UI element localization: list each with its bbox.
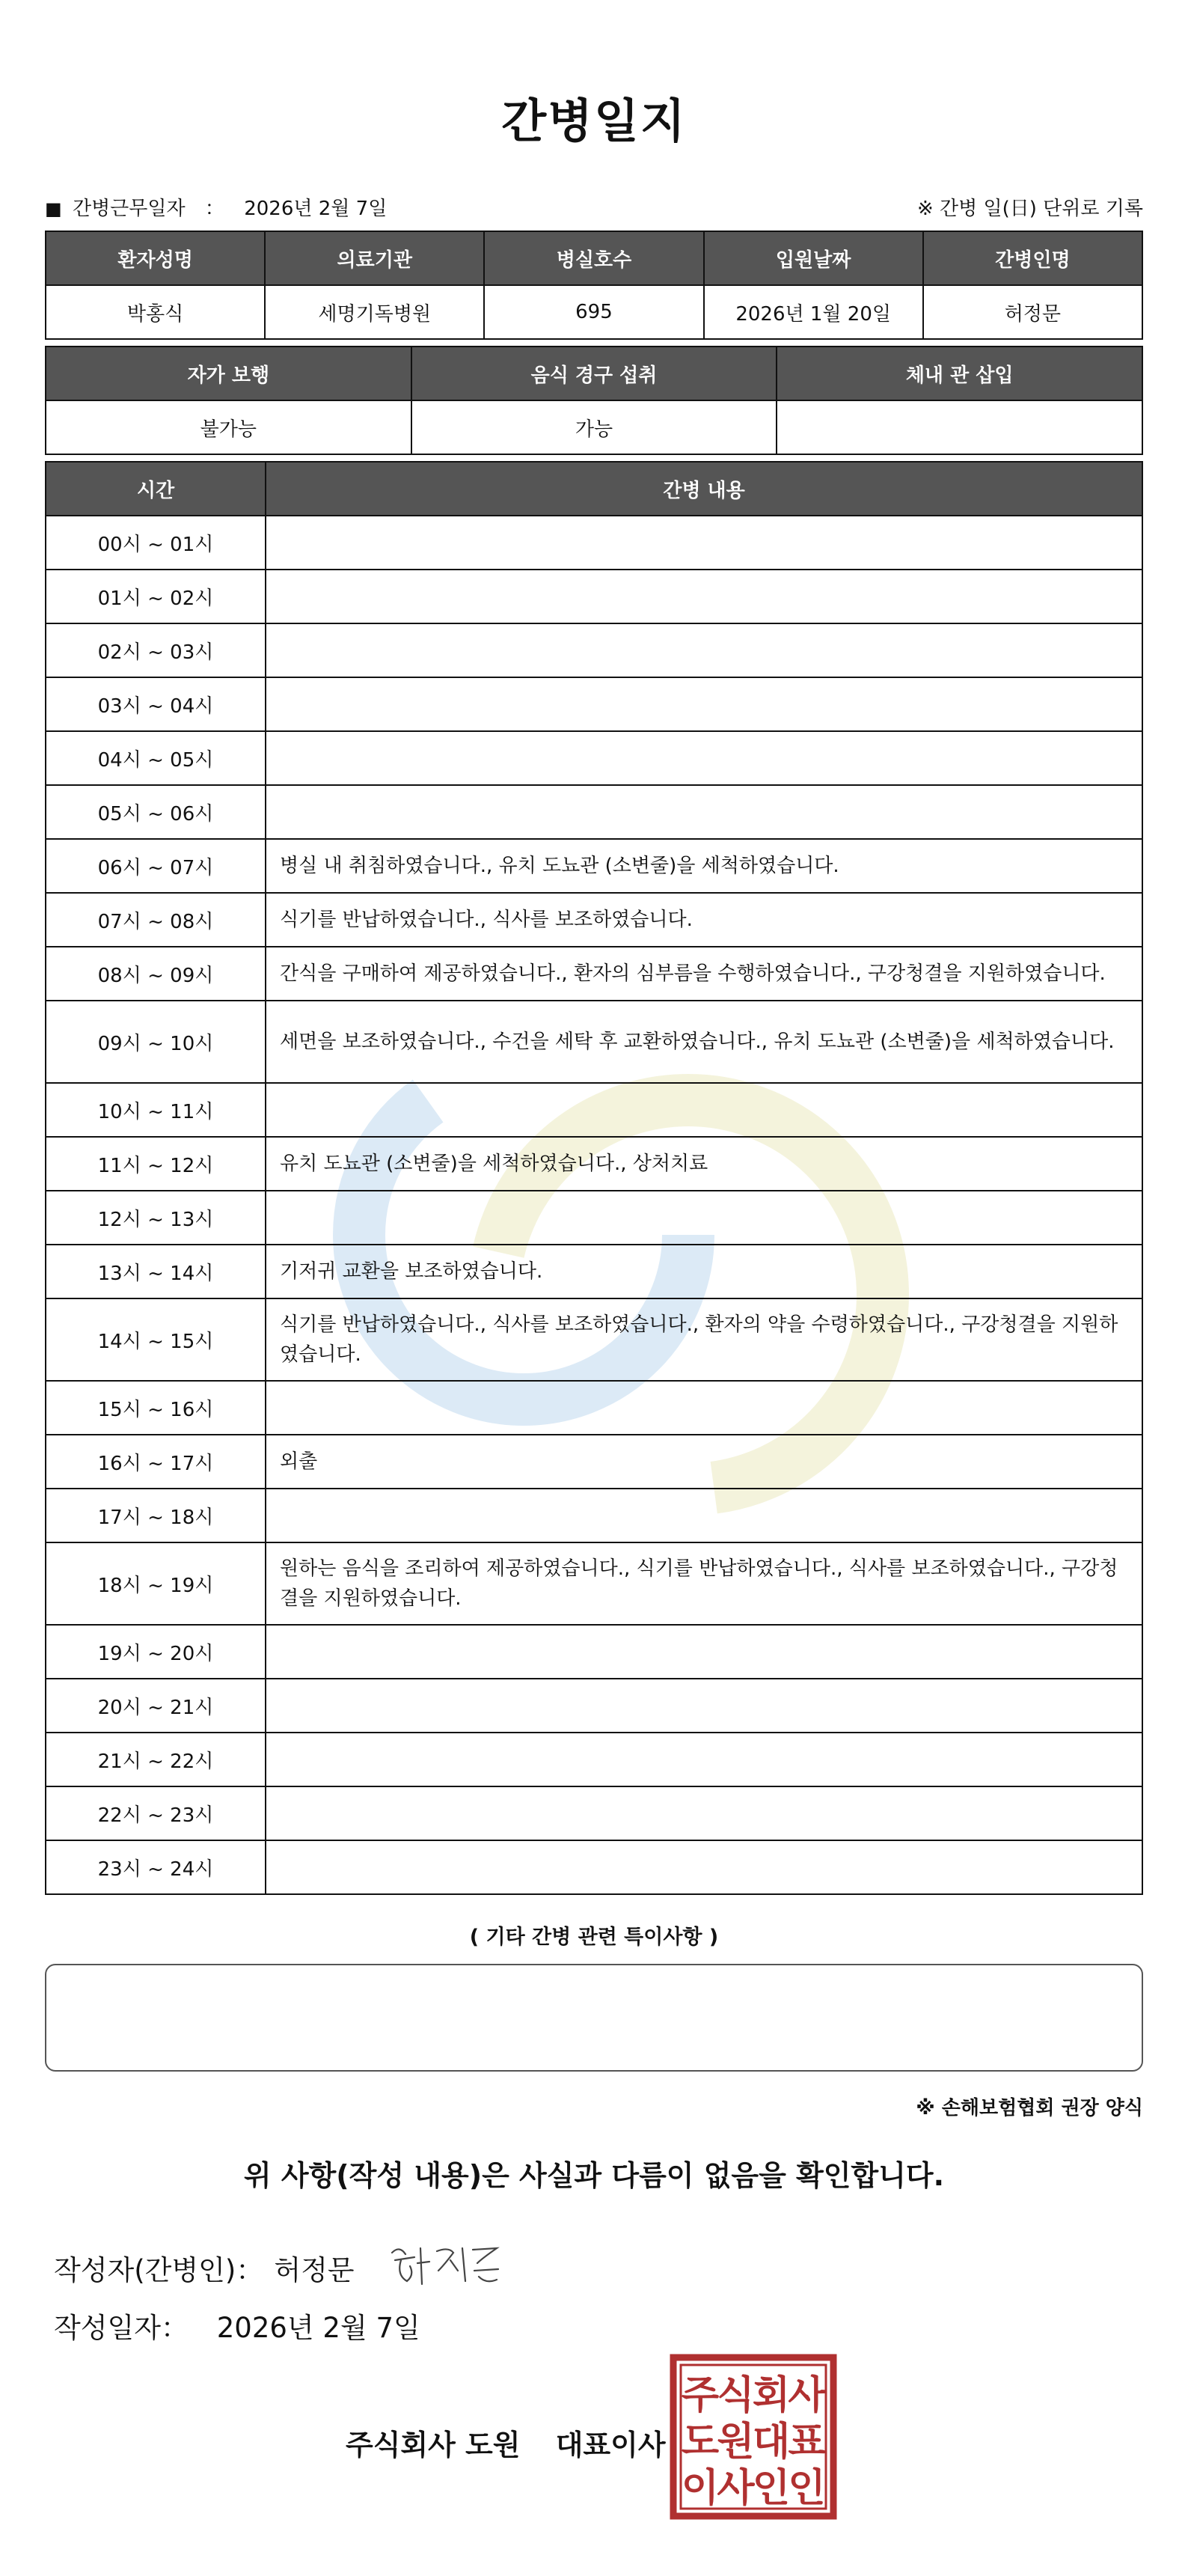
- care-log-row: [46, 516, 1142, 570]
- care-log-row: [46, 1679, 1142, 1733]
- patient-name: 박홍식: [46, 285, 265, 339]
- patient-info-table: [45, 231, 1143, 340]
- care-log-table: [45, 461, 1143, 1895]
- care-content: [266, 1625, 1142, 1679]
- care-content: 세면을 보조하였습니다., 수건을 세탁 후 교환하였습니다., 유치 도뇨관 (소변줄)을 세척하였습니다.: [266, 1001, 1142, 1083]
- time-slot: 11시 ~ 12시: [46, 1137, 266, 1191]
- writer-line: [54, 2238, 504, 2298]
- care-log-row: [46, 893, 1142, 947]
- work-date-label: 간병근무일자: [72, 197, 186, 220]
- company-name: 주식회사 도원: [346, 2429, 521, 2461]
- header-patient-name: 환자성명: [46, 231, 265, 285]
- admission-date: 2026년 1월 20일: [704, 285, 923, 339]
- care-content: [266, 623, 1142, 677]
- care-log-row: [46, 677, 1142, 731]
- care-content: [266, 731, 1142, 785]
- care-content: [266, 1083, 1142, 1137]
- seal-character: 표: [788, 2420, 826, 2464]
- seal-character: 사: [788, 2373, 826, 2418]
- header-room: 병실호수: [484, 231, 703, 285]
- time-slot: 21시 ~ 22시: [46, 1733, 266, 1786]
- care-log-row: [46, 1381, 1142, 1435]
- care-content: 기저귀 교환을 보조하였습니다.: [266, 1245, 1142, 1298]
- walking-status: 불가능: [46, 400, 411, 454]
- care-log-row: [46, 839, 1142, 893]
- care-log-row: [46, 570, 1142, 623]
- header-care-content: 간병 내용: [266, 462, 1142, 516]
- time-slot: 20시 ~ 21시: [46, 1679, 266, 1733]
- document-title: 간병일지: [501, 94, 687, 148]
- care-log-row: [46, 1625, 1142, 1679]
- time-slot: 09시 ~ 10시: [46, 1001, 266, 1083]
- writer-label: 작성자(간병인)：: [54, 2254, 264, 2286]
- seal-character: 인: [788, 2466, 826, 2511]
- daily-record-note: ※ 간병 일(日) 단위로 기록: [916, 197, 1143, 220]
- special-notes-box: [45, 1964, 1143, 2072]
- care-log-row: [46, 1542, 1142, 1625]
- square-marker: ■: [45, 198, 62, 219]
- company-line: [346, 2422, 666, 2463]
- care-content: [266, 516, 1142, 570]
- company-seal-stamp: [669, 2353, 838, 2521]
- seal-character: 대: [752, 2420, 791, 2464]
- time-slot: 16시 ~ 17시: [46, 1435, 266, 1489]
- company-title: 대표이사: [555, 2429, 666, 2461]
- care-content: 병실 내 취침하였습니다., 유치 도뇨관 (소변줄)을 세척하였습니다.: [266, 839, 1142, 893]
- special-notes-title: ( 기타 간병 관련 특이사항 ): [469, 1926, 719, 1949]
- header-caregiver: 간병인명: [923, 231, 1142, 285]
- time-slot: 15시 ~ 16시: [46, 1381, 266, 1435]
- care-content: [266, 677, 1142, 731]
- seal-character: 이: [681, 2466, 720, 2511]
- header-oral-intake: 음식 경구 섭취: [411, 347, 777, 400]
- time-slot: 14시 ~ 15시: [46, 1298, 266, 1381]
- care-log-row: [46, 1137, 1142, 1191]
- care-log-row: [46, 1786, 1142, 1840]
- care-log-row: [46, 731, 1142, 785]
- care-log-row: [46, 1733, 1142, 1786]
- seal-character: 회: [752, 2373, 791, 2418]
- written-date-label: 작성일자：: [54, 2312, 189, 2344]
- care-log-row: [46, 1298, 1142, 1381]
- time-slot: 19시 ~ 20시: [46, 1625, 266, 1679]
- time-slot: 10시 ~ 11시: [46, 1083, 266, 1137]
- care-content: 외출: [266, 1435, 1142, 1489]
- patient-info-value-row: [46, 285, 1142, 339]
- seal-character: 도: [681, 2420, 720, 2464]
- patient-info-header-row: [46, 231, 1142, 285]
- care-log-row: [46, 623, 1142, 677]
- care-log-row: [46, 1083, 1142, 1137]
- time-slot: 17시 ~ 18시: [46, 1489, 266, 1542]
- patient-status-table: [45, 346, 1143, 455]
- care-content: 식기를 반납하였습니다., 식사를 보조하였습니다., 환자의 약을 수령하였습니다., 구강청결을 지원하였습니다.: [266, 1298, 1142, 1381]
- writer-name: 허정문: [274, 2254, 355, 2286]
- time-slot: 08시 ~ 09시: [46, 947, 266, 1001]
- care-content: 간식을 구매하여 제공하였습니다., 환자의 심부름을 수행하였습니다., 구강청결을 지원하였습니다.: [266, 947, 1142, 1001]
- work-date-colon: ：: [204, 197, 224, 220]
- hospital-name: 세명기독병원: [265, 285, 484, 339]
- seal-character: 사: [717, 2466, 755, 2511]
- written-date-value: 2026년 2월 7일: [216, 2312, 420, 2344]
- time-slot: 01시 ~ 02시: [46, 570, 266, 623]
- work-date: [45, 193, 387, 221]
- care-log-row: [46, 1245, 1142, 1298]
- header-hospital: 의료기관: [265, 231, 484, 285]
- time-slot: 06시 ~ 07시: [46, 839, 266, 893]
- care-content: 식기를 반납하였습니다., 식사를 보조하였습니다.: [266, 893, 1142, 947]
- time-slot: 05시 ~ 06시: [46, 785, 266, 839]
- time-slot: 22시 ~ 23시: [46, 1786, 266, 1840]
- tube-insertion-status: [777, 400, 1142, 454]
- time-slot: 18시 ~ 19시: [46, 1542, 266, 1625]
- care-log-row: [46, 1001, 1142, 1083]
- care-log-row: [46, 1840, 1142, 1894]
- source-note: ※ 손해보험협회 권장 양식: [916, 2097, 1143, 2119]
- seal-character: 식: [717, 2373, 755, 2418]
- care-content: [266, 1840, 1142, 1894]
- time-slot: 00시 ~ 01시: [46, 516, 266, 570]
- care-log-row: [46, 1489, 1142, 1542]
- care-content: [266, 1489, 1142, 1542]
- care-log-row: [46, 947, 1142, 1001]
- care-content: [266, 1679, 1142, 1733]
- care-log-row: [46, 1435, 1142, 1489]
- status-value-row: [46, 400, 1142, 454]
- signature-image: [385, 2238, 504, 2298]
- time-slot: 03시 ~ 04시: [46, 677, 266, 731]
- time-slot: 13시 ~ 14시: [46, 1245, 266, 1298]
- time-slot: 07시 ~ 08시: [46, 893, 266, 947]
- header-tube-insertion: 체내 관 삽입: [777, 347, 1142, 400]
- seal-character: 인: [752, 2466, 791, 2511]
- caregiver-name: 허정문: [923, 285, 1142, 339]
- care-content: 원하는 음식을 조리하여 제공하였습니다., 식기를 반납하였습니다., 식사를 보조하였습니다., 구강청결을 지원하였습니다.: [266, 1542, 1142, 1625]
- care-content: [266, 1733, 1142, 1786]
- status-header-row: [46, 347, 1142, 400]
- seal-character: 주: [681, 2373, 720, 2418]
- care-content: 유치 도뇨관 (소변줄)을 세척하였습니다., 상처치료: [266, 1137, 1142, 1191]
- header-walking: 자가 보행: [46, 347, 411, 400]
- care-log-row: [46, 785, 1142, 839]
- seal-character: 원: [717, 2420, 755, 2464]
- time-slot: 12시 ~ 13시: [46, 1191, 266, 1245]
- care-log-row: [46, 1191, 1142, 1245]
- time-slot: 23시 ~ 24시: [46, 1840, 266, 1894]
- time-slot: 04시 ~ 05시: [46, 731, 266, 785]
- written-date-line: [54, 2305, 420, 2345]
- care-content: [266, 1191, 1142, 1245]
- header-admission-date: 입원날짜: [704, 231, 923, 285]
- care-log-header-row: [46, 462, 1142, 516]
- time-slot: 02시 ~ 03시: [46, 623, 266, 677]
- work-date-value: 2026년 2월 7일: [244, 197, 388, 220]
- care-content: [266, 1786, 1142, 1840]
- confirmation-statement: 위 사항(작성 내용)은 사실과 다름이 없음을 확인합니다.: [243, 2159, 945, 2192]
- work-date-line: [45, 192, 1143, 222]
- care-content: [266, 785, 1142, 839]
- header-time: 시간: [46, 462, 266, 516]
- care-content: [266, 570, 1142, 623]
- room-number: 695: [484, 285, 703, 339]
- care-content: [266, 1381, 1142, 1435]
- oral-intake-status: 가능: [411, 400, 777, 454]
